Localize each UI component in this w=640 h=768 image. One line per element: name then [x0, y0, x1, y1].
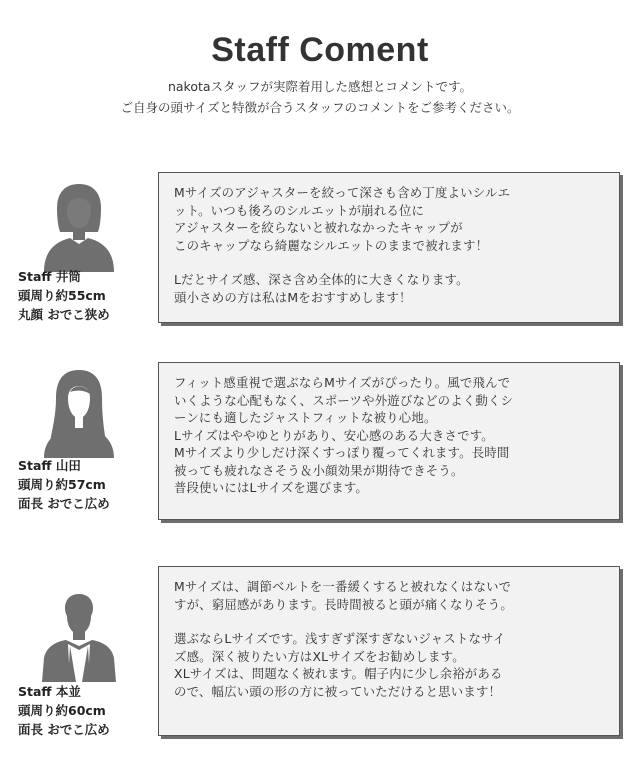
staff-feature: 面長 おでこ広め	[18, 496, 110, 511]
staff-name: Staff 本並	[18, 684, 81, 699]
staff-name: Staff 山田	[18, 458, 81, 473]
staff-feature: 丸顔 おでこ狭め	[18, 307, 110, 322]
comment-paragraph: Mサイズは、調節ベルトを一番緩くすると被れなくはないで すが、窮屈感があります。長時間被ると頭が痛くなりそう。	[174, 579, 513, 612]
female-short-hair-icon	[40, 182, 118, 272]
female-long-hair-icon	[40, 368, 118, 458]
staff-head-size: 頭周り約57cm	[18, 477, 106, 492]
page-title: Staff Coment	[211, 31, 429, 69]
page-subtitle	[0, 76, 640, 118]
staff-head-size: 頭周り約60cm	[18, 703, 106, 718]
comment-paragraph: Lだとサイズ感、深さ含め全体的に大きくなります。 頭小さめの方は私はMをおすすめします！	[174, 272, 469, 305]
male-jacket-icon	[40, 592, 118, 682]
staff-comment-card	[158, 362, 620, 520]
subtitle-line-1: nakotaスタッフが実際着用した感想とコメントです。	[167, 79, 473, 94]
staff-feature: 面長 おでこ広め	[18, 722, 110, 737]
staff-info	[18, 456, 110, 513]
staff-head-size: 頭周り約55cm	[18, 288, 106, 303]
subtitle-line-2: ご自身の頭サイズと特徴が合うスタッフのコメントをご参考ください。	[120, 100, 520, 115]
comment-paragraph: Mサイズのアジャスターを絞って深さも含め丁度よいシルエ ット。いつも後ろのシルエットが崩れる位に アジャスターを絞らないと被れなかったキャップが このキャップなら綺麗なシルエットのままで被れます！	[174, 185, 511, 253]
page-header	[0, 30, 640, 118]
comment-paragraph: 選ぶならLサイズです。浅すぎず深すぎないジャストなサイ ズ感。深く被りたい方はXLサイズをお勧めします。 XLサイズは、問題なく被れます。帽子内に少し余裕がある ので、幅広い頭の形の方に被っていただけると思います！	[174, 631, 506, 699]
staff-info	[18, 267, 110, 324]
staff-comment-card	[158, 172, 620, 323]
staff-info	[18, 682, 110, 739]
staff-name: Staff 井筒	[18, 269, 81, 284]
comment-paragraph: フィット感重視で選ぶならMサイズがぴったり。風で飛んで いくような心配もなく、スポーツや外遊びなどのよく動くシ ーンにも適したジャストフィットな被り心地。 Lサイズはややゆとりがあり、安心感のある大きさです。 Mサイズより少しだけ深くすっぽり覆ってくれます。長時間 被っても疲れなさそう＆小顔効果が期待できそう。 普段使いにはLサイズを選びます。	[174, 375, 514, 495]
staff-comment-card	[158, 566, 620, 736]
